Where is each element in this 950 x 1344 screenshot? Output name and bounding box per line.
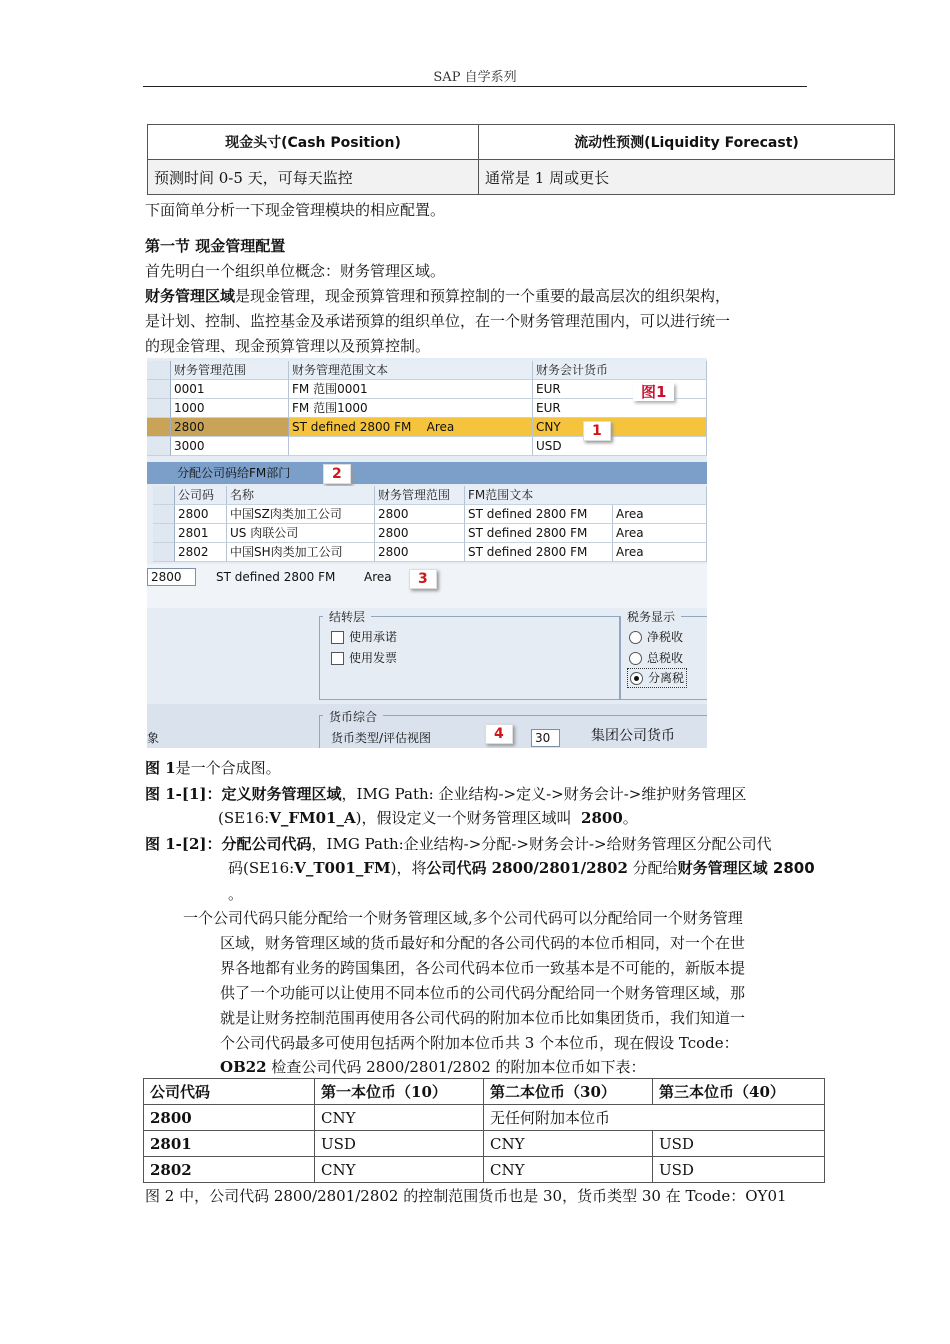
item-1-line-1: 图 1-[1]：定义财务管理区域，IMG Path: 企业结构->定义->财务会计->维护财务管理区	[145, 785, 747, 803]
paragraph-3-line-1: 一个公司代码只能分配给一个财务管理区域,多个公司代码可以分配给同一个财务管理	[183, 909, 743, 927]
column-header[interactable]: 财务管理范围	[171, 361, 289, 380]
callout-badge-1: 1	[583, 421, 611, 441]
table-row[interactable]: 1000 FM 范围1000 EUR	[147, 399, 707, 418]
item-2-line-1: 图 1-[2]：分配公司代码，IMG Path:企业结构->分配->财务会计->给财务管理区分配公司代	[145, 835, 772, 853]
row-selector-header[interactable]	[147, 361, 171, 380]
table-row[interactable]: 3000 USD	[147, 437, 707, 456]
sap-composite-figure	[147, 358, 707, 748]
radio-gross-tax[interactable]: 总税收	[629, 649, 683, 667]
column-header[interactable]: 财务会计货币	[533, 361, 707, 380]
row-selector[interactable]	[147, 418, 171, 437]
paragraph-2-line-3: 的现金管理、现金预算管理以及预算控制。	[145, 337, 431, 355]
currency-type-label: 货币类型/评估视图	[331, 731, 432, 745]
grid2-header-row	[153, 486, 707, 505]
column-header: 第二本位币（30）	[484, 1079, 653, 1105]
column-header: 第一本位币（10）	[315, 1079, 484, 1105]
paragraph-3-line-4: 供了一个功能可以让使用不同本位币的公司代码分配给同一个财务管理区域，那	[220, 984, 746, 1002]
figure-label: 图1	[633, 383, 674, 401]
radio-icon-selected[interactable]	[630, 672, 643, 685]
table-row: 2800 CNY 无任何附加本位币	[144, 1105, 825, 1131]
column-header[interactable]: FM范围文本	[465, 486, 707, 505]
group-currency-text: 集团公司货币	[591, 728, 675, 744]
row-selector[interactable]	[147, 380, 171, 399]
checkbox-use-invoice[interactable]: 使用发票	[331, 649, 397, 667]
table-row[interactable]: 2802 中国SH肉类加工公司 2800 ST defined 2800 FM Area	[153, 543, 707, 562]
row-selector[interactable]	[153, 543, 175, 562]
term-fm-area: 财务管理区域	[145, 287, 236, 305]
checkbox-use-commitment[interactable]: 使用承诺	[331, 628, 397, 646]
table-row[interactable]: 2801 US 肉联公司 2800 ST defined 2800 FM Area	[153, 524, 707, 543]
carry-forward-group-title: 结转层	[323, 609, 371, 625]
radio-separate-tax[interactable]: 分离税	[627, 668, 687, 688]
intro-text: 下面简单分析一下现金管理模块的相应配置。	[145, 201, 446, 219]
table-row[interactable]: 2800 中国SZ肉类加工公司 2800 ST defined 2800 FM Area	[153, 505, 707, 524]
comparison-table	[147, 124, 895, 195]
column-header[interactable]: 公司码	[175, 486, 227, 505]
tax-display-group-title: 税务显示	[621, 609, 681, 625]
row-selector[interactable]	[147, 399, 171, 418]
table-header-liquidity-forecast: 流动性预测(Liquidity Forecast)	[479, 125, 895, 160]
grid1-header-row	[147, 361, 707, 380]
paragraph-2-line-2: 是计划、控制、监控基金及承诺预算的组织单位，在一个财务管理范围内，可以进行统一	[145, 312, 731, 330]
callout-badge-3: 3	[409, 569, 437, 589]
table-cell: 预测时间 0-5 天，可每天监控	[148, 160, 479, 195]
paragraph-3-line-3: 界各地都有业务的跨国集团，各公司代码本位币一致基本是不可能的，新版本提	[220, 959, 746, 977]
figure-caption: 图 1是一个合成图。	[145, 759, 281, 777]
item-2-line-3: 。	[228, 885, 244, 903]
assign-company-code-title-bar: 分配公司码给FM部门	[147, 462, 707, 484]
radio-icon[interactable]	[629, 631, 642, 644]
fm-area-field[interactable]: 2800	[147, 568, 196, 586]
table-row[interactable]: 0001 FM 范围0001 EUR	[147, 380, 707, 399]
radio-icon[interactable]	[629, 652, 642, 665]
row-selector[interactable]	[147, 437, 171, 456]
column-header: 第三本位币（40）	[653, 1079, 825, 1105]
table-row: 2802 CNY CNY USD	[144, 1157, 825, 1183]
table-cell: 通常是 1 周或更长	[479, 160, 895, 195]
item-1-line-2: (SE16:V_FM01_A)，假设定义一个财务管理区域叫 2800。	[218, 809, 638, 827]
callout-badge-4: 4	[485, 724, 513, 744]
paragraph-2-line-1: 财务管理区域是现金管理，现金预算管理和预算控制的一个重要的最高层次的组织架构，	[145, 287, 731, 305]
row-selector-header[interactable]	[153, 486, 175, 505]
paragraph-3-line-5: 就是让财务控制范围再使用各公司代码的附加本位币比如集团货币，我们知道一	[220, 1009, 746, 1027]
row-selector[interactable]	[153, 524, 175, 543]
currency-type-field[interactable]: 30	[531, 729, 560, 747]
column-header[interactable]: 财务管理范围	[375, 486, 465, 505]
currency-group-title: 货币综合	[323, 709, 383, 725]
paragraph-3-line-7: OB22 检查公司代码 2800/2801/2802 的附加本位币如下表：	[220, 1058, 646, 1076]
fm-area-text: ST defined 2800 FM	[216, 570, 336, 584]
section-title: 第一节 现金管理配置	[145, 237, 286, 255]
column-header: 公司代码	[144, 1079, 315, 1105]
cut-off-label: 象	[147, 731, 160, 745]
fm-area-text-suffix: Area	[364, 570, 392, 584]
running-header: SAP 自学系列	[433, 70, 517, 85]
table-row: 2801 USD CNY USD	[144, 1131, 825, 1157]
header-rule	[143, 86, 807, 87]
column-header[interactable]: 名称	[227, 486, 375, 505]
row-selector[interactable]	[153, 505, 175, 524]
footer-paragraph: 图 2 中，公司代码 2800/2801/2802 的控制范围货币也是 30，货币类型 30 在 Tcode：OY01	[145, 1187, 787, 1205]
paragraph-3-line-6: 个公司代码最多可使用包括两个附加本位币共 3 个本位币，现在假设 Tcode：	[220, 1034, 739, 1052]
table-row-highlighted[interactable]: 2800 ST defined 2800 FM Area CNY	[147, 418, 707, 437]
callout-badge-2: 2	[323, 464, 351, 484]
radio-net-tax[interactable]: 净税收	[629, 628, 683, 646]
column-header[interactable]: 财务管理范围文本	[289, 361, 533, 380]
checkbox-icon[interactable]	[331, 652, 344, 665]
item-2-line-2: 码(SE16:V_T001_FM)，将公司代码 2800/2801/2802 分配给财务管理区域 2800	[228, 859, 815, 877]
local-currency-table	[143, 1078, 825, 1183]
checkbox-icon[interactable]	[331, 631, 344, 644]
paragraph-3-line-2: 区域，财务管理区域的货币最好和分配的各公司代码的本位币相同，对一个在世	[220, 934, 746, 952]
paragraph-1: 首先明白一个组织单位概念：财务管理区域。	[145, 262, 446, 280]
table-header-cash-position: 现金头寸(Cash Position)	[148, 125, 479, 160]
